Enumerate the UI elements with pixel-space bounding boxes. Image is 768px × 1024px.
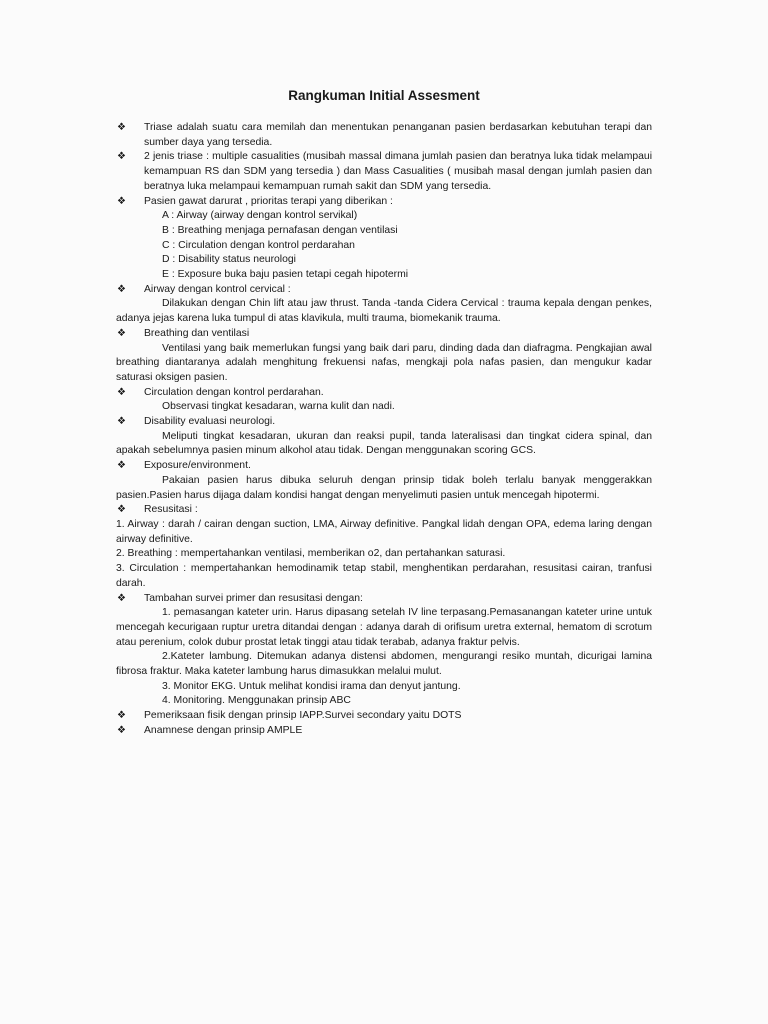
- diamond-bullet-icon: ❖: [117, 327, 126, 339]
- resusitasi-item: 3. Circulation : mempertahankan hemodinamik tetap stabil, menghentikan perdarahan, resusitasi cairan, tranfusi darah.: [116, 563, 652, 589]
- diamond-bullet-icon: ❖: [117, 724, 126, 736]
- bullet-text: Circulation dengan kontrol perdarahan.: [144, 386, 324, 398]
- bullet-item: [116, 415, 652, 430]
- resusitasi-item: 2. Breathing : mempertahankan ventilasi, memberikan o2, dan pertahankan saturasi.: [116, 548, 506, 560]
- bullet-text: Breathing dan ventilasi: [144, 327, 250, 339]
- bullet-item: [116, 503, 652, 518]
- bullet-item: [116, 592, 652, 607]
- diamond-bullet-icon: ❖: [117, 416, 126, 428]
- paragraph: Ventilasi yang baik memerlukan fungsi yang baik dari paru, dinding dada dan diafragma. Pengkajian awal breathing diantaranya adalah menghitung frekuensi nafas, mengkaji pola nafas pasien, dan mengukur kadar saturasi oksigen pasien.: [116, 342, 652, 383]
- bullet-item: [116, 386, 652, 401]
- bullet-text: Disability evaluasi neurologi.: [144, 416, 276, 428]
- tambahan-item: 3. Monitor EKG. Untuk melihat kondisi irama dan denyut jantung.: [162, 680, 461, 692]
- bullet-item: [116, 121, 652, 150]
- paragraph: Observasi tingkat kesadaran, warna kulit dan nadi.: [162, 401, 395, 413]
- diamond-bullet-icon: ❖: [117, 592, 126, 604]
- bullet-text: Pasien gawat darurat , prioritas terapi yang diberikan :: [144, 195, 393, 207]
- paragraph: Dilakukan dengan Chin lift atau jaw thrust. Tanda -tanda Cidera Cervical : trauma kepala dengan penkes, adanya jejas karena luka tumpul di atas klavikula, multi trauma, biomekanik trauma.: [116, 298, 652, 325]
- diamond-bullet-icon: ❖: [117, 710, 126, 722]
- diamond-bullet-icon: ❖: [117, 460, 126, 472]
- paragraph: Meliputi tingkat kesadaran, ukuran dan reaksi pupil, tanda lateralisasi dan tingkat cidera spinal, dan apakah sebelumnya pasien minum alkohol atau tidak. Dengan menggunakan scoring GCS.: [116, 430, 652, 457]
- bullet-item: [116, 150, 652, 194]
- bullet-text: 2 jenis triase : multiple casualities (musibah massal dimana jumlah pasien dan beratnya luka tidak melampaui kemampuan RS dan SDM yang tersedia ) dan Mass Casualities ( musibah masal dengan jumlah pasien dan beratnya luka melampaui kemampuan rumah sakit dan SDM yang tersedia.: [144, 151, 652, 192]
- priority-item: E : Exposure buka baju pasien tetapi cegah hipotermi: [162, 269, 409, 281]
- document-title: Rangkuman Initial Assesment: [288, 88, 480, 103]
- resusitasi-item: 1. Airway : darah / cairan dengan suction, LMA, Airway definitive. Pangkal lidah dengan OPA, edema laring dengan airway definitive.: [116, 518, 652, 545]
- diamond-bullet-icon: ❖: [117, 122, 126, 133]
- diamond-bullet-icon: ❖: [117, 386, 126, 398]
- bullet-item: [116, 709, 652, 724]
- priority-item: A : Airway (airway dengan kontrol servikal): [162, 210, 358, 222]
- bullet-text: Triase adalah suatu cara memilah dan menentukan penanganan pasien berdasarkan kebutuhan terapi dan sumber daya yang tersedia.: [144, 122, 652, 148]
- bullet-text: Exposure/environment.: [144, 460, 251, 472]
- document-body: [116, 121, 652, 739]
- bullet-text: Resusitasi :: [144, 504, 198, 516]
- bullet-text: Airway dengan kontrol cervical :: [144, 283, 291, 295]
- bullet-text: Tambahan survei primer dan resusitasi dengan:: [144, 592, 363, 604]
- diamond-bullet-icon: ❖: [117, 504, 126, 516]
- diamond-bullet-icon: ❖: [117, 195, 126, 207]
- priority-item: C : Circulation dengan kontrol perdarahan: [162, 239, 355, 251]
- diamond-bullet-icon: ❖: [117, 151, 126, 163]
- bullet-text: Pemeriksaan fisik dengan prinsip IAPP.Survei secondary yaitu DOTS: [144, 710, 462, 722]
- bullet-text: Anamnese dengan prinsip AMPLE: [144, 724, 303, 736]
- tambahan-item: 2.Kateter lambung. Ditemukan adanya distensi abdomen, mengurangi resiko muntah, dicurigai lamina fibrosa fraktur. Maka kateter lambung harus dimasukkan melalui mulut.: [116, 651, 652, 678]
- bullet-item: [116, 459, 652, 474]
- bullet-item: [116, 283, 652, 298]
- tambahan-item: 1. pemasangan kateter urin. Harus dipasang setelah IV line terpasang.Pemasanangan kateter urine untuk mencegah kecurigaan ruptur uretra ditandai dengan : adanya darah di orifisum uretra external, hematom di scrotum atau perenium, colok dubur prostat letak tinggi atau tidak terabab, adanya fraktur pelvis.: [116, 607, 652, 648]
- bullet-item: [116, 327, 652, 342]
- priority-item: B : Breathing menjaga pernafasan dengan ventilasi: [162, 224, 398, 236]
- priority-item: D : Disability status neurologi: [162, 254, 296, 266]
- bullet-item: [116, 195, 652, 210]
- diamond-bullet-icon: ❖: [117, 283, 126, 295]
- paragraph: Pakaian pasien harus dibuka seluruh dengan prinsip tidak boleh terlalu banyak menggerakkan pasien.Pasien harus dijaga dalam kondisi hangat dengan menyelimuti pasien untuk mencegah hipotermi.: [116, 474, 652, 501]
- tambahan-item: 4. Monitoring. Menggunakan prinsip ABC: [162, 695, 351, 707]
- bullet-item: [116, 724, 652, 739]
